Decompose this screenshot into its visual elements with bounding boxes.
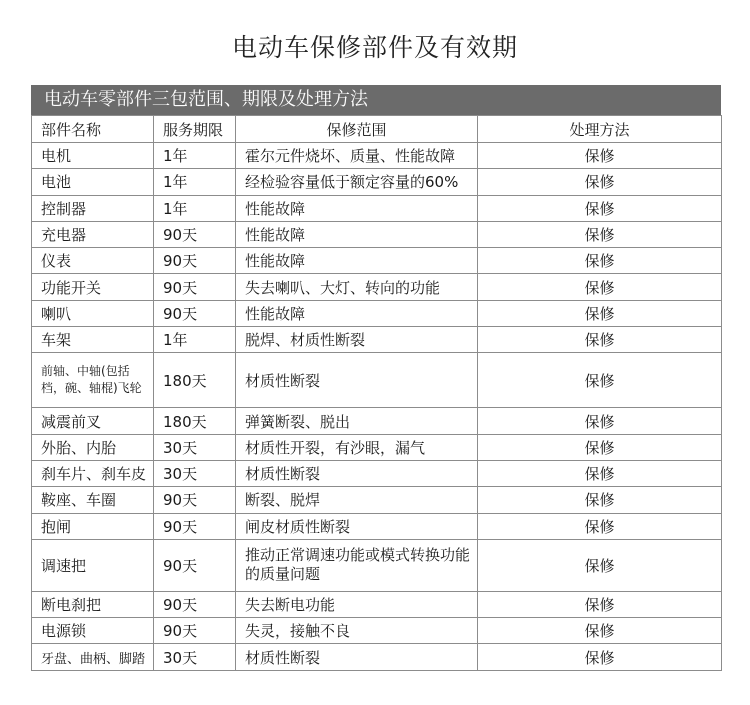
table-row <box>32 169 722 195</box>
warranty-sheet <box>31 85 721 671</box>
cell-scope: 闸皮材质性断裂 <box>236 513 478 539</box>
cell-scope: 性能故障 <box>236 221 478 247</box>
cell-period: 1年 <box>154 195 236 221</box>
cell-method: 保修 <box>478 143 722 169</box>
cell-part: 抱闸 <box>32 513 154 539</box>
cell-scope: 材质性开裂，有沙眼，漏气 <box>236 434 478 460</box>
header-service-period: 服务期限 <box>154 116 236 143</box>
cell-part: 功能开关 <box>32 274 154 300</box>
cell-period: 1年 <box>154 143 236 169</box>
cell-part: 电池 <box>32 169 154 195</box>
cell-scope: 材质性断裂 <box>236 644 478 670</box>
cell-scope: 霍尔元件烧坏、质量、性能故障 <box>236 143 478 169</box>
cell-scope: 失去喇叭、大灯、转向的功能 <box>236 274 478 300</box>
cell-method: 保修 <box>478 513 722 539</box>
cell-period: 90天 <box>154 487 236 513</box>
table-row <box>32 195 722 221</box>
table-row <box>32 274 722 300</box>
cell-method: 保修 <box>478 539 722 591</box>
table-row <box>32 460 722 486</box>
header-part-name: 部件名称 <box>32 116 154 143</box>
cell-scope: 性能故障 <box>236 248 478 274</box>
cell-method: 保修 <box>478 487 722 513</box>
cell-part: 前轴、中轴(包括档，碗、轴棍)飞轮 <box>32 353 154 408</box>
cell-method: 保修 <box>478 353 722 408</box>
cell-scope: 性能故障 <box>236 195 478 221</box>
cell-part: 喇叭 <box>32 300 154 326</box>
table-row <box>32 327 722 353</box>
cell-period: 180天 <box>154 353 236 408</box>
cell-method: 保修 <box>478 195 722 221</box>
cell-period: 1年 <box>154 169 236 195</box>
cell-part: 牙盘、曲柄、脚踏 <box>32 644 154 670</box>
cell-period: 90天 <box>154 248 236 274</box>
cell-method: 保修 <box>478 274 722 300</box>
cell-method: 保修 <box>478 644 722 670</box>
cell-period: 30天 <box>154 434 236 460</box>
table-row <box>32 353 722 408</box>
table-row <box>32 221 722 247</box>
warranty-table <box>31 115 722 671</box>
cell-scope: 材质性断裂 <box>236 460 478 486</box>
cell-method: 保修 <box>478 460 722 486</box>
cell-period: 90天 <box>154 300 236 326</box>
cell-method: 保修 <box>478 221 722 247</box>
cell-period: 90天 <box>154 513 236 539</box>
cell-part: 充电器 <box>32 221 154 247</box>
cell-method: 保修 <box>478 169 722 195</box>
cell-method: 保修 <box>478 408 722 434</box>
cell-scope: 性能故障 <box>236 300 478 326</box>
table-row <box>32 591 722 617</box>
table-row <box>32 539 722 591</box>
cell-part: 外胎、内胎 <box>32 434 154 460</box>
cell-part: 控制器 <box>32 195 154 221</box>
cell-scope: 失去断电功能 <box>236 591 478 617</box>
table-row <box>32 248 722 274</box>
cell-method: 保修 <box>478 434 722 460</box>
cell-scope: 材质性断裂 <box>236 353 478 408</box>
table-row <box>32 434 722 460</box>
cell-method: 保修 <box>478 300 722 326</box>
cell-period: 90天 <box>154 274 236 300</box>
table-row <box>32 408 722 434</box>
cell-method: 保修 <box>478 327 722 353</box>
cell-scope: 推动正常调速功能或模式转换功能的质量问题 <box>236 539 478 591</box>
cell-part: 仪表 <box>32 248 154 274</box>
cell-method: 保修 <box>478 591 722 617</box>
cell-part: 减震前叉 <box>32 408 154 434</box>
table-row <box>32 487 722 513</box>
cell-scope: 脱焊、材质性断裂 <box>236 327 478 353</box>
cell-period: 30天 <box>154 644 236 670</box>
cell-period: 90天 <box>154 221 236 247</box>
cell-part: 调速把 <box>32 539 154 591</box>
table-row <box>32 143 722 169</box>
table-row <box>32 644 722 670</box>
cell-scope: 弹簧断裂、脱出 <box>236 408 478 434</box>
cell-method: 保修 <box>478 618 722 644</box>
table-banner: 电动车零部件三包范围、期限及处理方法 <box>31 85 721 115</box>
cell-part: 断电刹把 <box>32 591 154 617</box>
table-row <box>32 513 722 539</box>
cell-part: 电源锁 <box>32 618 154 644</box>
header-handling-method: 处理方法 <box>478 116 722 143</box>
cell-period: 1年 <box>154 327 236 353</box>
cell-period: 30天 <box>154 460 236 486</box>
cell-scope: 失灵，接触不良 <box>236 618 478 644</box>
cell-method: 保修 <box>478 248 722 274</box>
cell-part: 车架 <box>32 327 154 353</box>
cell-period: 90天 <box>154 539 236 591</box>
table-row <box>32 618 722 644</box>
table-row <box>32 300 722 326</box>
page-title: 电动车保修部件及有效期 <box>231 33 518 62</box>
cell-period: 180天 <box>154 408 236 434</box>
cell-part: 鞍座、车圈 <box>32 487 154 513</box>
cell-scope: 经检验容量低于额定容量的60% <box>236 169 478 195</box>
cell-period: 90天 <box>154 591 236 617</box>
table-header-row <box>32 116 722 143</box>
cell-scope: 断裂、脱焊 <box>236 487 478 513</box>
cell-period: 90天 <box>154 618 236 644</box>
cell-part: 电机 <box>32 143 154 169</box>
header-warranty-scope: 保修范围 <box>236 116 478 143</box>
cell-part: 刹车片、刹车皮 <box>32 460 154 486</box>
